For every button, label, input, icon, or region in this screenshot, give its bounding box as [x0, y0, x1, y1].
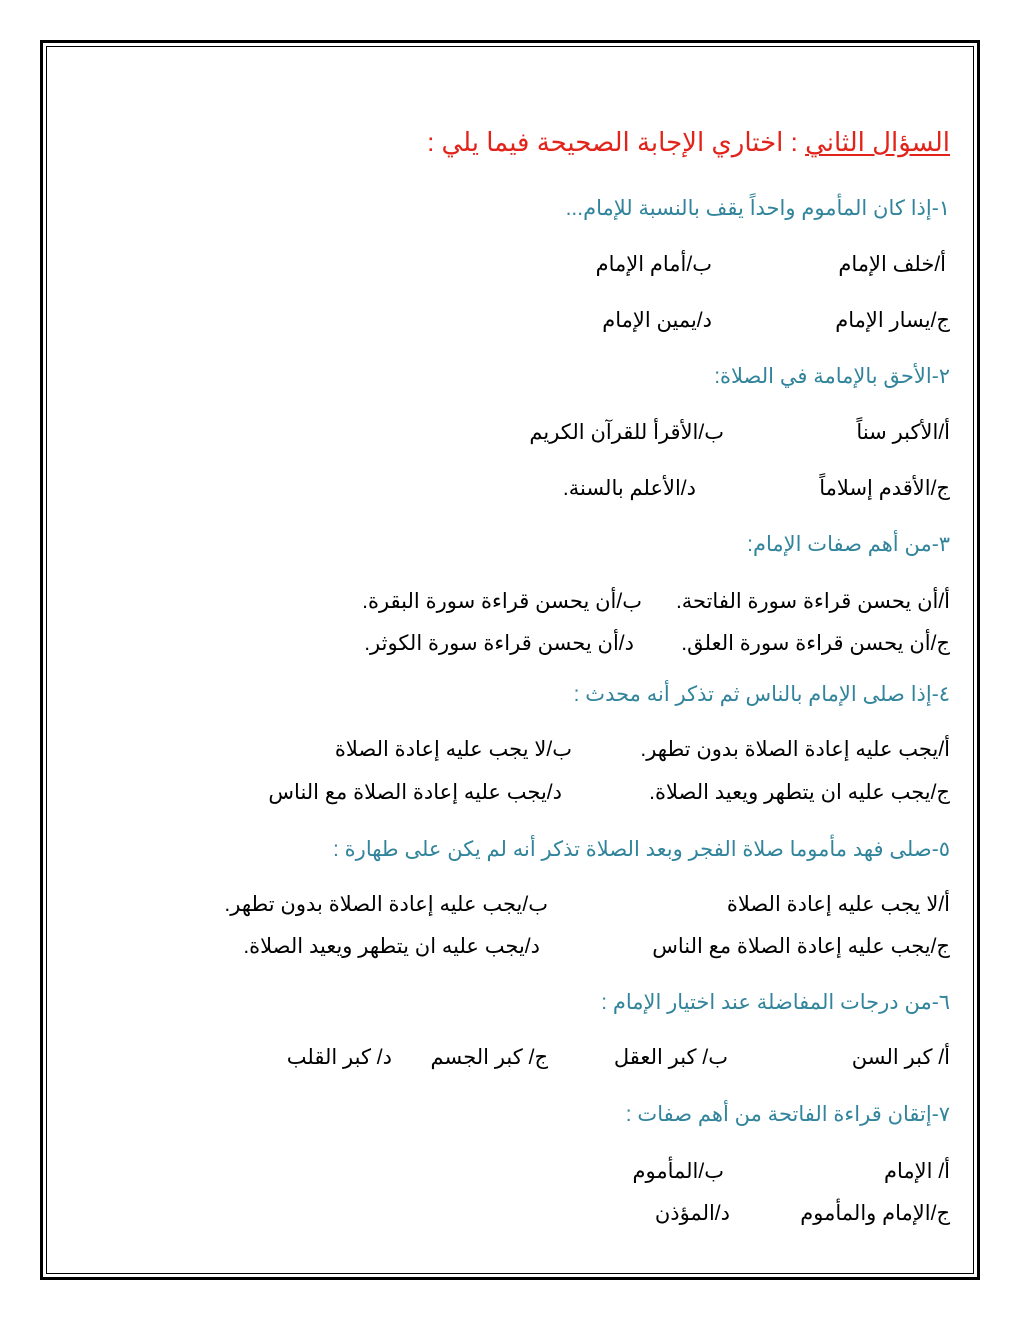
option-a: أ/يجب عليه إعادة الصلاة بدون تطهر. [640, 738, 950, 761]
option-a: أ/خلف الإمام [838, 253, 946, 276]
question-1: ١-إذا كان المأموم واحداً يقف بالنسبة للإمام... [565, 197, 950, 220]
option-b: ب/أن يحسن قراءة سورة البقرة. [362, 590, 642, 613]
option-d: د/يمين الإمام [602, 309, 712, 332]
option-b: ب/ كبر العقل [613, 1046, 728, 1069]
option-d: د/يجب عليه إعادة الصلاة مع الناس [268, 781, 562, 804]
option-c: ج/الإمام والمأموم [800, 1202, 950, 1225]
option-d: د/الأعلم بالسنة. [562, 477, 696, 500]
option-b: ب/المأموم [632, 1160, 724, 1183]
option-b: ب/أمام الإمام [595, 253, 712, 276]
option-c: ج/يجب عليه ان يتطهر ويعيد الصلاة. [649, 781, 950, 804]
option-a: أ/أن يحسن قراءة سورة الفاتحة. [675, 590, 950, 613]
option-d: د/ كبر القلب [286, 1046, 392, 1069]
option-b: ب/يجب عليه إعادة الصلاة بدون تطهر. [224, 893, 548, 916]
option-c: ج/ كبر الجسم [430, 1046, 548, 1069]
question-3: ٣-من أهم صفات الإمام: [747, 533, 950, 556]
option-c: ج/يسار الإمام [835, 309, 950, 332]
option-a: أ/ كبر السن [851, 1046, 950, 1069]
section-title-instruction: : اختاري الإجابة الصحيحة فيما يلي : [427, 127, 806, 157]
option-d: د/المؤذن [654, 1202, 730, 1225]
question-5: ٥-صلى فهد مأموما صلاة الفجر وبعد الصلاة تذكر أنه لم يكن على طهارة : [333, 838, 950, 861]
option-c: ج/الأقدم إسلاماً [819, 477, 950, 500]
question-2: ٢-الأحق بالإمامة في الصلاة: [714, 365, 950, 388]
option-a: أ/لا يجب عليه إعادة الصلاة [726, 893, 950, 916]
question-7: ٧-إتقان قراءة الفاتحة من أهم صفات : [625, 1103, 950, 1126]
option-a: أ/الأكبر سناً [856, 421, 950, 444]
question-4: ٤-إذا صلى الإمام بالناس ثم تذكر أنه محدث : [573, 683, 950, 706]
option-a: أ/ الإمام [884, 1160, 950, 1183]
option-c: ج/يجب عليه إعادة الصلاة مع الناس [652, 935, 950, 958]
option-b: ب/الأقرأ للقرآن الكريم [529, 421, 724, 444]
section-title [427, 122, 950, 162]
section-title-label: السؤال الثاني [805, 127, 950, 157]
worksheet [70, 0, 950, 1320]
option-b: ب/لا يجب عليه إعادة الصلاة [334, 738, 572, 761]
option-c: ج/أن يحسن قراءة سورة العلق. [681, 632, 950, 655]
question-6: ٦-من درجات المفاضلة عند اختيار الإمام : [601, 991, 950, 1014]
option-d: د/يجب عليه ان يتطهر ويعيد الصلاة. [243, 935, 540, 958]
option-d: د/أن يحسن قراءة سورة الكوثر. [364, 632, 634, 655]
